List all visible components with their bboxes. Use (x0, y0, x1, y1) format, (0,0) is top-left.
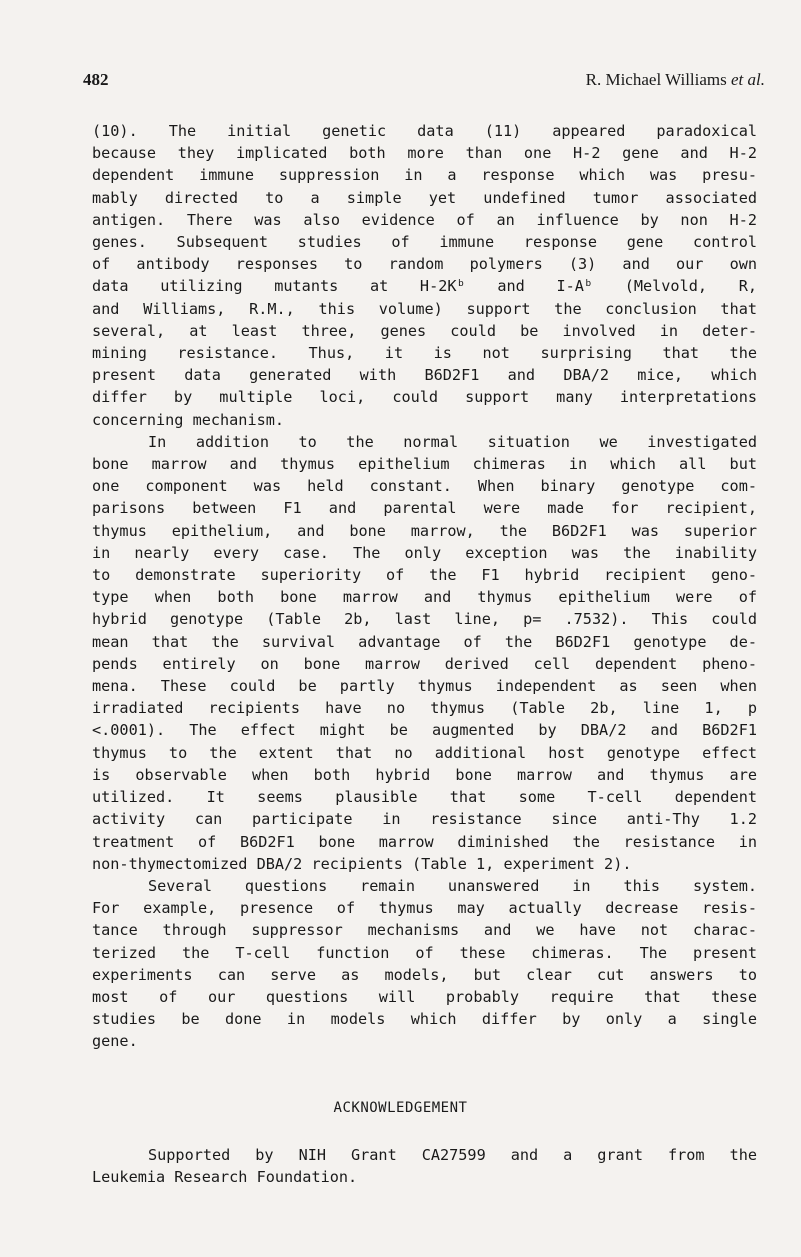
text-line: several, at least three, genes could be involved in deter- (92, 321, 757, 340)
text-line: differ by multiple loci, could support many interpretations (92, 388, 757, 407)
text-line: thymus to the extent that no additional host genotype effect (92, 743, 757, 762)
running-head-etal: et al. (731, 70, 765, 89)
acknowledgement-text (92, 1144, 757, 1188)
text-line: in nearly every case. The only exception was the inability (92, 543, 757, 562)
text-line: (10). The initial genetic data (11) appeared paradoxical (92, 122, 757, 140)
text-line: antigen. There was also evidence of an influence by non H-2 (92, 210, 757, 229)
text-line: hybrid genotype (Table 2b, last line, p= .7532). This could (92, 610, 757, 629)
text-line: <.0001). The effect might be augmented by DBA/2 and B6D2F1 (92, 721, 757, 740)
text-line: to demonstrate superiority of the F1 hybrid recipient geno- (92, 566, 757, 585)
text-line: mean that the survival advantage of the B6D2F1 genotype de- (92, 632, 757, 651)
body-text (92, 120, 757, 1053)
text-line: utilized. It seems plausible that some T-cell dependent (92, 788, 757, 807)
text-line: Several questions remain unanswered in this system. (148, 876, 757, 895)
text-line: present data generated with B6D2F1 and DBA/2 mice, which (92, 366, 757, 385)
text-line: mably directed to a simple yet undefined tumor associated (92, 188, 757, 207)
text-line: one component was held constant. When binary genotype com- (92, 477, 757, 496)
text-line: concerning mechanism. (92, 410, 285, 429)
text-line: studies be done in models which differ by only a single (92, 1010, 757, 1029)
text-line: activity can participate in resistance since anti-Thy 1.2 (92, 810, 757, 829)
text-line: gene. (92, 1032, 138, 1051)
text-line: mena. These could be partly thymus independent as seen when (92, 677, 757, 696)
text-line: pends entirely on bone marrow derived cell dependent pheno- (92, 654, 757, 673)
text-line: terized the T-cell function of these chimeras. The present (92, 943, 757, 962)
acknowledgement-heading: ACKNOWLEDGEMENT (333, 1100, 468, 1116)
text-line: experiments can serve as models, but clear cut answers to (92, 965, 757, 984)
text-line: dependent immune suppression in a response which was presu- (92, 166, 757, 185)
page-header (83, 70, 765, 94)
text-line: non-thymectomized DBA/2 recipients (Table 1, experiment 2). (92, 854, 632, 873)
text-line: bone marrow and thymus epithelium chimeras in which all but (92, 455, 757, 474)
text-line: because they implicated both more than one H-2 gene and H-2 (92, 144, 757, 163)
text-line: of antibody responses to random polymers (3) and our own (92, 255, 757, 274)
running-head (586, 70, 765, 90)
text-line: data utilizing mutants at H-2Kᵇ and I-Aᵇ (Melvold, R, (92, 277, 757, 296)
running-head-author: R. Michael Williams (585, 70, 727, 89)
text-line: mining resistance. Thus, it is not surprising that the (92, 344, 757, 363)
text-line: treatment of B6D2F1 bone marrow diminished the resistance in (92, 832, 757, 851)
text-line: Leukemia Research Foundation. (92, 1168, 358, 1187)
text-line: irradiated recipients have no thymus (Table 2b, line 1, p (92, 699, 757, 718)
text-line: In addition to the normal situation we investigated (148, 432, 757, 451)
text-line: parisons between F1 and parental were made for recipient, (92, 499, 757, 518)
page-number: 482 (83, 70, 109, 89)
text-line: most of our questions will probably require that these (92, 987, 757, 1006)
text-line: thymus epithelium, and bone marrow, the B6D2F1 was superior (92, 521, 757, 540)
text-line: and Williams, R.M., this volume) support the conclusion that (92, 299, 757, 318)
text-line: type when both bone marrow and thymus epithelium were of (92, 588, 757, 607)
text-line: genes. Subsequent studies of immune response gene control (92, 233, 757, 252)
text-line: For example, presence of thymus may actually decrease resis- (92, 899, 757, 918)
text-line: tance through suppressor mechanisms and we have not charac- (92, 921, 757, 940)
text-line: is observable when both hybrid bone marrow and thymus are (92, 765, 757, 784)
text-line: Supported by NIH Grant CA27599 and a grant from the (148, 1146, 757, 1164)
